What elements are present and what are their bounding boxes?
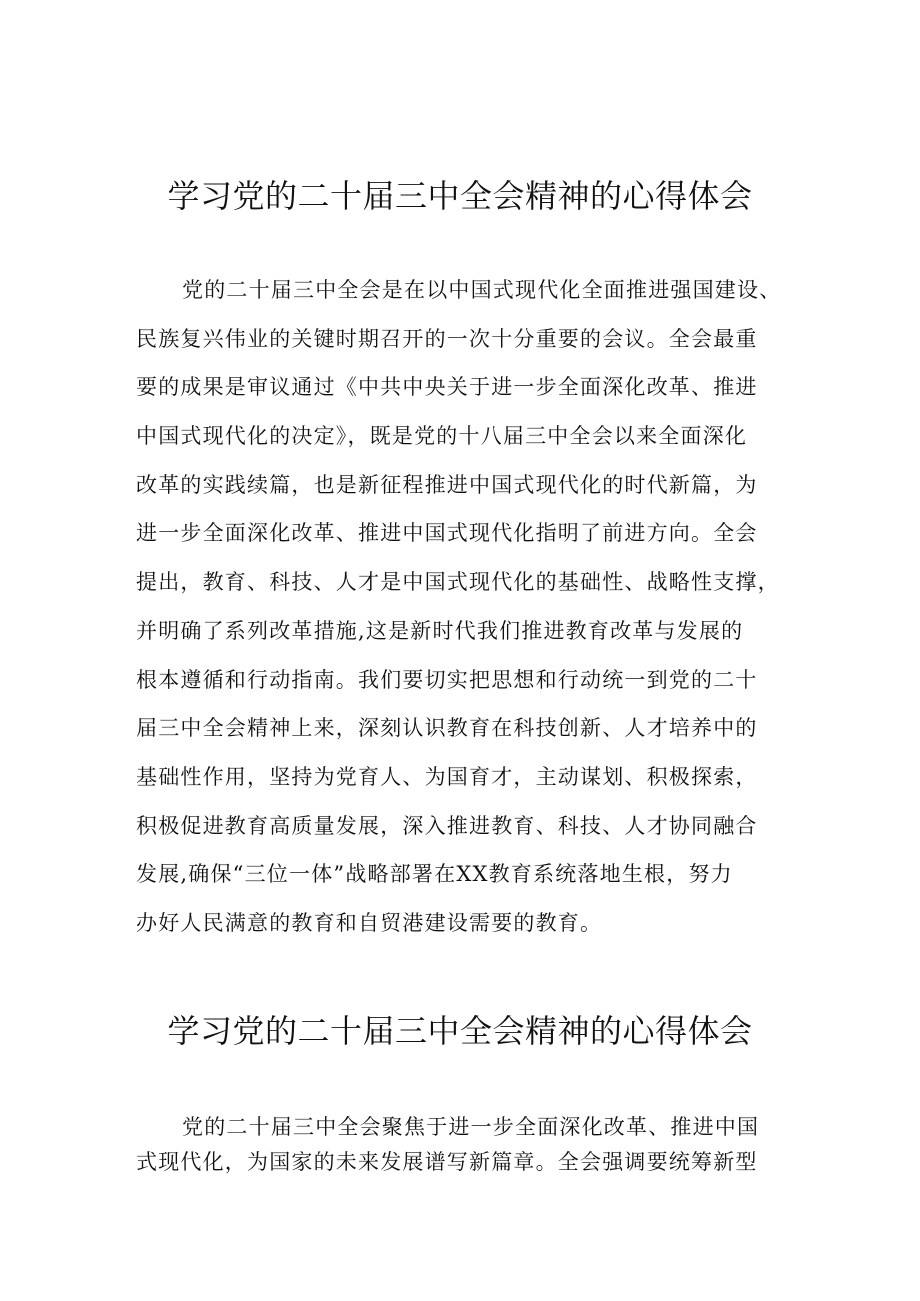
- paragraph-line: 党的二十届三中全会是在以中国式现代化全面推进强国建设、: [182, 278, 782, 302]
- paragraph-line: 改革的实践续篇，也是新征程推进中国式现代化的时代新篇，为: [136, 472, 758, 497]
- paragraph-line: 民族复兴伟业的关键时期召开的一次十分重要的会议。全会最重: [136, 326, 758, 351]
- paragraph-line: 式现代化，为国家的未来发展谱写新篇章。全会强调要统筹新型: [136, 1150, 758, 1174]
- paragraph-line: 根本遵循和行动指南。我们要切实把思想和行动统一到党的二十: [136, 667, 758, 692]
- paragraph-line: 届三中全会精神上来，深刻认识教育在科技创新、人才培养中的: [136, 716, 758, 741]
- document-title-second: 学习党的二十届三中全会精神的心得体会: [167, 1012, 753, 1050]
- paragraph-line: 发展,确保“三位一体”战略部署在XX教育系统落地生根，努力: [136, 862, 733, 887]
- body-paragraph: [136, 270, 816, 952]
- paragraph-line: 提出，教育、科技、人才是中国式现代化的基础性、战略性支撑，: [136, 570, 780, 595]
- paragraph-line: 进一步全面深化改革、推进中国式现代化指明了前进方向。全会: [136, 521, 758, 546]
- paragraph-line: 并明确了系列改革措施,这是新时代我们推进教育改革与发展的: [136, 618, 744, 643]
- paragraph-line: 基础性作用，坚持为党育人、为国育才，主动谋划、积极探索，: [136, 764, 758, 789]
- body-paragraph-second: [136, 1110, 816, 1180]
- paragraph-line: 党的二十届三中全会聚焦于进一步全面深化改革、推进中国: [182, 1115, 760, 1139]
- paragraph-line: 办好人民满意的教育和自贸港建设需要的教育。: [136, 910, 603, 935]
- paragraph-line: 积极促进教育高质量发展，深入推进教育、科技、人才协同融合: [136, 813, 758, 838]
- document-title: 学习党的二十届三中全会精神的心得体会: [167, 177, 753, 215]
- paragraph-line: 中国式现代化的决定》，既是党的十八届三中全会以来全面深化: [136, 424, 748, 449]
- paragraph-line: 要的成果是审议通过《中共中央关于进一步全面深化改革、推进: [136, 375, 758, 400]
